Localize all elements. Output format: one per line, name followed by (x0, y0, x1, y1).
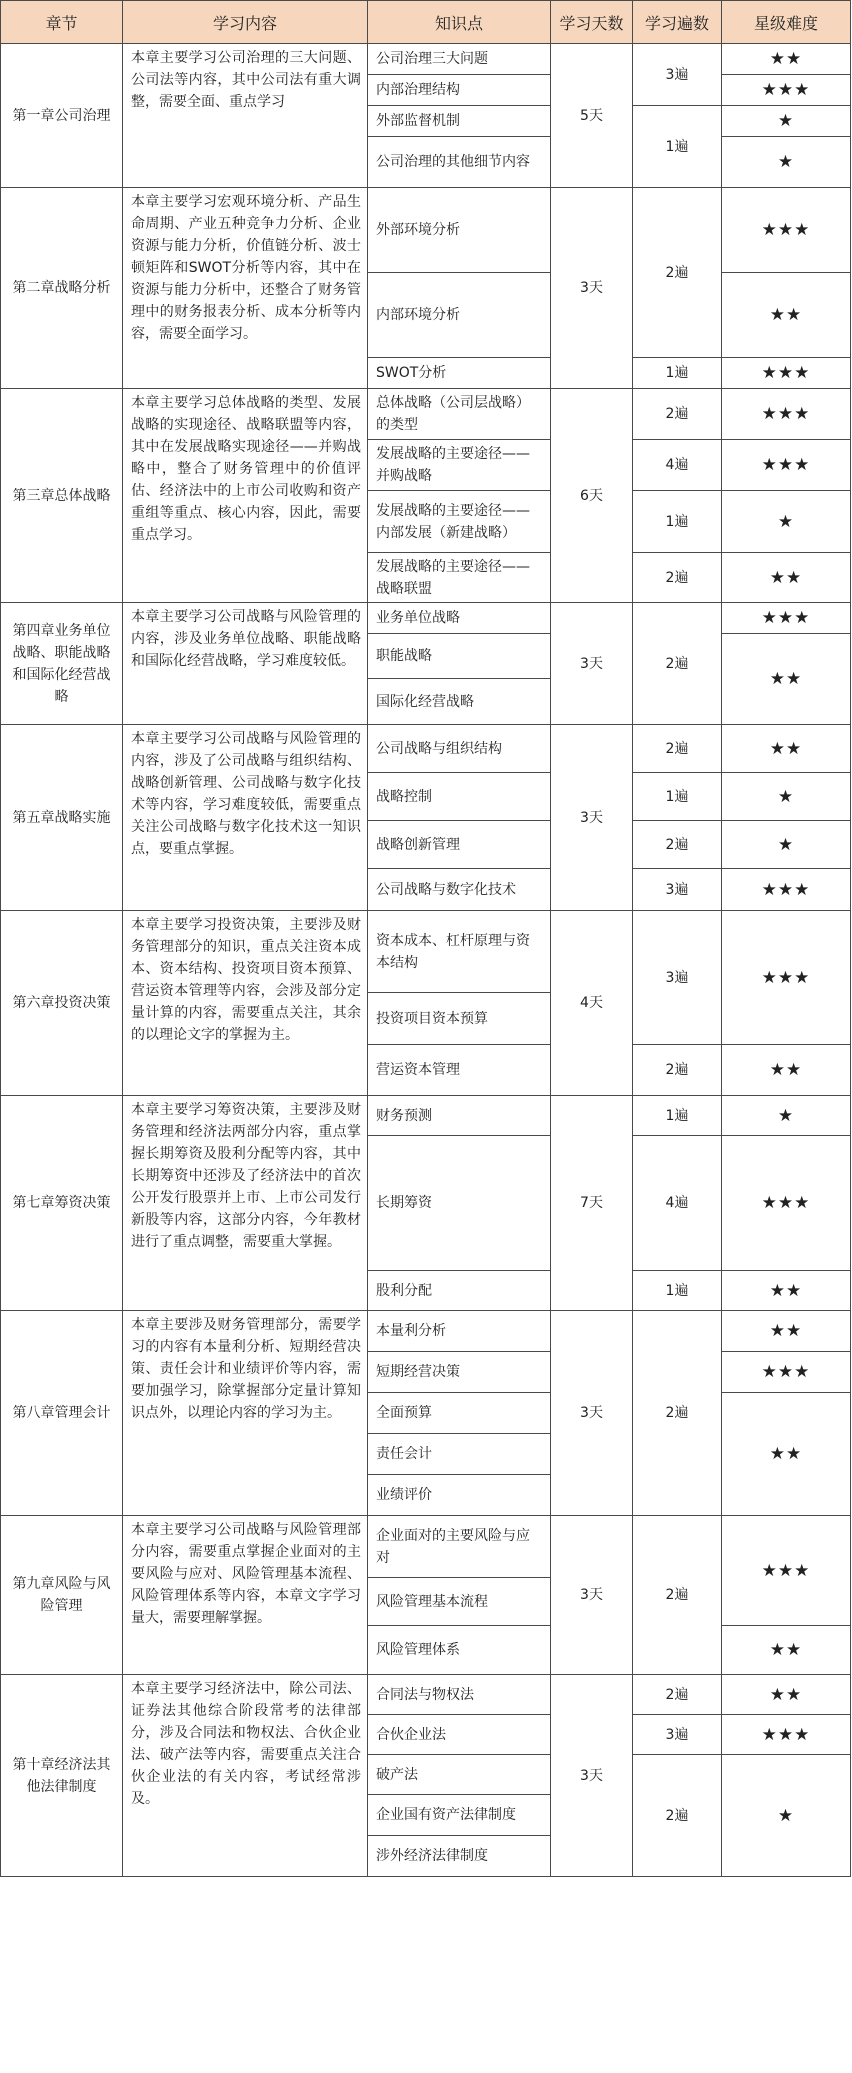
days-cell: 3天 (551, 188, 633, 389)
knowledge-point: 公司治理的其他细节内容 (368, 137, 551, 188)
table-row (1, 1096, 851, 1136)
knowledge-point: 总体战略（公司层战略）的类型 (368, 389, 551, 440)
difficulty-stars: ★★★ (722, 1516, 851, 1626)
header-knowledge-point: 知识点 (368, 1, 551, 44)
reps-cell: 2遍 (633, 1675, 722, 1715)
difficulty-stars: ★ (722, 137, 851, 188)
days-cell: 3天 (551, 1516, 633, 1675)
reps-cell: 3遍 (633, 911, 722, 1045)
difficulty-stars: ★★★ (722, 911, 851, 1045)
knowledge-point: 合伙企业法 (368, 1715, 551, 1755)
reps-cell: 1遍 (633, 491, 722, 553)
knowledge-point: 战略创新管理 (368, 821, 551, 869)
chapter-cell: 第三章总体战略 (1, 389, 123, 603)
knowledge-point: 本量利分析 (368, 1311, 551, 1352)
days-cell: 6天 (551, 389, 633, 603)
knowledge-point: 业绩评价 (368, 1475, 551, 1516)
difficulty-stars: ★★ (722, 273, 851, 358)
knowledge-point: 责任会计 (368, 1434, 551, 1475)
difficulty-stars: ★★★ (722, 1715, 851, 1755)
reps-cell: 1遍 (633, 358, 722, 389)
table-row (1, 1675, 851, 1715)
content-cell: 本章主要学习公司治理的三大问题、公司法等内容，其中公司法有重大调整，需要全面、重点学习 (123, 44, 368, 188)
knowledge-point: 发展战略的主要途径——并购战略 (368, 440, 551, 491)
difficulty-stars: ★ (722, 106, 851, 137)
reps-cell: 2遍 (633, 1516, 722, 1675)
table-row (1, 389, 851, 440)
knowledge-point: 公司战略与组织结构 (368, 725, 551, 773)
content-cell: 本章主要学习筹资决策，主要涉及财务管理和经济法两部分内容，重点掌握长期筹资及股利分配等内容，其中长期筹资中还涉及了经济法中的首次公开发行股票并上市、上市公司发行新股等内容，这部分内容，今年教材进行了重点调整，需要重大掌握。 (123, 1096, 368, 1311)
reps-cell: 2遍 (633, 389, 722, 440)
reps-cell: 1遍 (633, 106, 722, 188)
chapter-cell: 第四章业务单位战略、职能战略和国际化经营战略 (1, 603, 123, 725)
knowledge-point: 公司战略与数字化技术 (368, 869, 551, 911)
difficulty-stars: ★★ (722, 44, 851, 75)
difficulty-stars: ★ (722, 821, 851, 869)
days-cell: 3天 (551, 1675, 633, 1877)
difficulty-stars: ★★ (722, 725, 851, 773)
header-days: 学习天数 (551, 1, 633, 44)
knowledge-point: 破产法 (368, 1755, 551, 1795)
knowledge-point: 战略控制 (368, 773, 551, 821)
knowledge-point: SWOT分析 (368, 358, 551, 389)
difficulty-stars: ★ (722, 491, 851, 553)
reps-cell: 3遍 (633, 1715, 722, 1755)
knowledge-point: 企业国有资产法律制度 (368, 1795, 551, 1836)
chapter-cell: 第六章投资决策 (1, 911, 123, 1096)
reps-cell: 2遍 (633, 553, 722, 603)
content-cell: 本章主要学习总体战略的类型、发展战略的实现途径、战略联盟等内容，其中在发展战略实现途径——并购战略中，整合了财务管理中的价值评估、经济法中的上市公司收购和资产重组等重点、核心内容，因此，需要重点学习。 (123, 389, 368, 603)
reps-cell: 2遍 (633, 188, 722, 358)
reps-cell: 2遍 (633, 603, 722, 725)
knowledge-point: 财务预测 (368, 1096, 551, 1136)
content-cell: 本章主要学习公司战略与风险管理的内容，涉及业务单位战略、职能战略和国际化经营战略，学习难度较低。 (123, 603, 368, 725)
difficulty-stars: ★★ (722, 1393, 851, 1516)
chapter-cell: 第七章筹资决策 (1, 1096, 123, 1311)
knowledge-point: 风险管理基本流程 (368, 1578, 551, 1626)
difficulty-stars: ★★★ (722, 1352, 851, 1393)
knowledge-point: 业务单位战略 (368, 603, 551, 634)
reps-cell: 2遍 (633, 821, 722, 869)
days-cell: 3天 (551, 725, 633, 911)
difficulty-stars: ★★★ (722, 75, 851, 106)
reps-cell: 1遍 (633, 773, 722, 821)
knowledge-point: 职能战略 (368, 634, 551, 679)
knowledge-point: 营运资本管理 (368, 1045, 551, 1096)
reps-cell: 2遍 (633, 725, 722, 773)
content-cell: 本章主要学习投资决策，主要涉及财务管理部分的知识，重点关注资本成本、资本结构、投资项目资本预算、营运资本管理等内容，会涉及部分定量计算的内容，需要重点关注，其余的以理论文字的掌握为主。 (123, 911, 368, 1096)
days-cell: 7天 (551, 1096, 633, 1311)
chapter-cell: 第一章公司治理 (1, 44, 123, 188)
knowledge-point: 风险管理体系 (368, 1626, 551, 1675)
content-cell: 本章主要学习经济法中，除公司法、证券法其他综合阶段常考的法律部分，涉及合同法和物权法、合伙企业法、破产法等内容，需要重点关注合伙企业法的有关内容，考试经常涉及。 (123, 1675, 368, 1877)
table-row (1, 1516, 851, 1578)
difficulty-stars: ★★★ (722, 1136, 851, 1271)
reps-cell: 2遍 (633, 1045, 722, 1096)
knowledge-point: 短期经营决策 (368, 1352, 551, 1393)
knowledge-point: 内部环境分析 (368, 273, 551, 358)
header-repetitions: 学习遍数 (633, 1, 722, 44)
reps-cell: 1遍 (633, 1096, 722, 1136)
days-cell: 3天 (551, 603, 633, 725)
knowledge-point: 公司治理三大问题 (368, 44, 551, 75)
difficulty-stars: ★ (722, 1755, 851, 1877)
reps-cell: 2遍 (633, 1755, 722, 1877)
difficulty-stars: ★★ (722, 1271, 851, 1311)
chapter-cell: 第五章战略实施 (1, 725, 123, 911)
difficulty-stars: ★★ (722, 1045, 851, 1096)
difficulty-stars: ★★★ (722, 603, 851, 634)
table-row (1, 603, 851, 634)
content-cell: 本章主要学习公司战略与风险管理部分内容，需要重点掌握企业面对的主要风险与应对、风险管理基本流程、风险管理体系等内容，本章文字学习量大，需要理解掌握。 (123, 1516, 368, 1675)
header-chapter: 章节 (1, 1, 123, 44)
knowledge-point: 外部监督机制 (368, 106, 551, 137)
difficulty-stars: ★★ (722, 1675, 851, 1715)
chapter-cell: 第八章管理会计 (1, 1311, 123, 1516)
days-cell: 4天 (551, 911, 633, 1096)
header-row (1, 1, 851, 44)
content-cell: 本章主要学习宏观环境分析、产品生命周期、产业五种竞争力分析、企业资源与能力分析，价值链分析、波士顿矩阵和SWOT分析等内容，其中在资源与能力分析中，还整合了财务管理中的财务报表分析、成本分析等内容，需要全面学习。 (123, 188, 368, 389)
knowledge-point: 全面预算 (368, 1393, 551, 1434)
difficulty-stars: ★ (722, 773, 851, 821)
knowledge-point: 股利分配 (368, 1271, 551, 1311)
table-row (1, 188, 851, 273)
table-row (1, 44, 851, 75)
reps-cell: 2遍 (633, 1311, 722, 1516)
difficulty-stars: ★★★ (722, 440, 851, 491)
table-row (1, 1311, 851, 1352)
difficulty-stars: ★★★ (722, 869, 851, 911)
reps-cell: 3遍 (633, 44, 722, 106)
knowledge-point: 长期筹资 (368, 1136, 551, 1271)
knowledge-point: 涉外经济法律制度 (368, 1836, 551, 1877)
knowledge-point: 发展战略的主要途径——内部发展（新建战略） (368, 491, 551, 553)
knowledge-point: 国际化经营战略 (368, 679, 551, 725)
difficulty-stars: ★★★ (722, 389, 851, 440)
difficulty-stars: ★★ (722, 1626, 851, 1675)
knowledge-point: 资本成本、杠杆原理与资本结构 (368, 911, 551, 993)
table-row (1, 911, 851, 993)
difficulty-stars: ★★ (722, 553, 851, 603)
difficulty-stars: ★★★ (722, 188, 851, 273)
difficulty-stars: ★★★ (722, 358, 851, 389)
knowledge-point: 合同法与物权法 (368, 1675, 551, 1715)
knowledge-point: 外部环境分析 (368, 188, 551, 273)
chapter-cell: 第九章风险与风险管理 (1, 1516, 123, 1675)
knowledge-point: 发展战略的主要途径——战略联盟 (368, 553, 551, 603)
knowledge-point: 内部治理结构 (368, 75, 551, 106)
header-content: 学习内容 (123, 1, 368, 44)
reps-cell: 1遍 (633, 1271, 722, 1311)
reps-cell: 4遍 (633, 440, 722, 491)
content-cell: 本章主要涉及财务管理部分，需要学习的内容有本量利分析、短期经营决策、责任会计和业绩评价等内容，需要加强学习，除掌握部分定量计算知识点外，以理论内容的学习为主。 (123, 1311, 368, 1516)
difficulty-stars: ★★ (722, 1311, 851, 1352)
days-cell: 5天 (551, 44, 633, 188)
reps-cell: 3遍 (633, 869, 722, 911)
table-row (1, 725, 851, 773)
knowledge-point: 投资项目资本预算 (368, 993, 551, 1045)
chapter-cell: 第十章经济法其他法律制度 (1, 1675, 123, 1877)
chapter-cell: 第二章战略分析 (1, 188, 123, 389)
content-cell: 本章主要学习公司战略与风险管理的内容，涉及了公司战略与组织结构、战略创新管理、公司战略与数字化技术等内容，学习难度较低，需要重点关注公司战略与数字化技术这一知识点，要重点掌握。 (123, 725, 368, 911)
knowledge-point: 企业面对的主要风险与应对 (368, 1516, 551, 1578)
difficulty-stars: ★★ (722, 634, 851, 725)
reps-cell: 4遍 (633, 1136, 722, 1271)
days-cell: 3天 (551, 1311, 633, 1516)
header-difficulty: 星级难度 (722, 1, 851, 44)
difficulty-stars: ★ (722, 1096, 851, 1136)
